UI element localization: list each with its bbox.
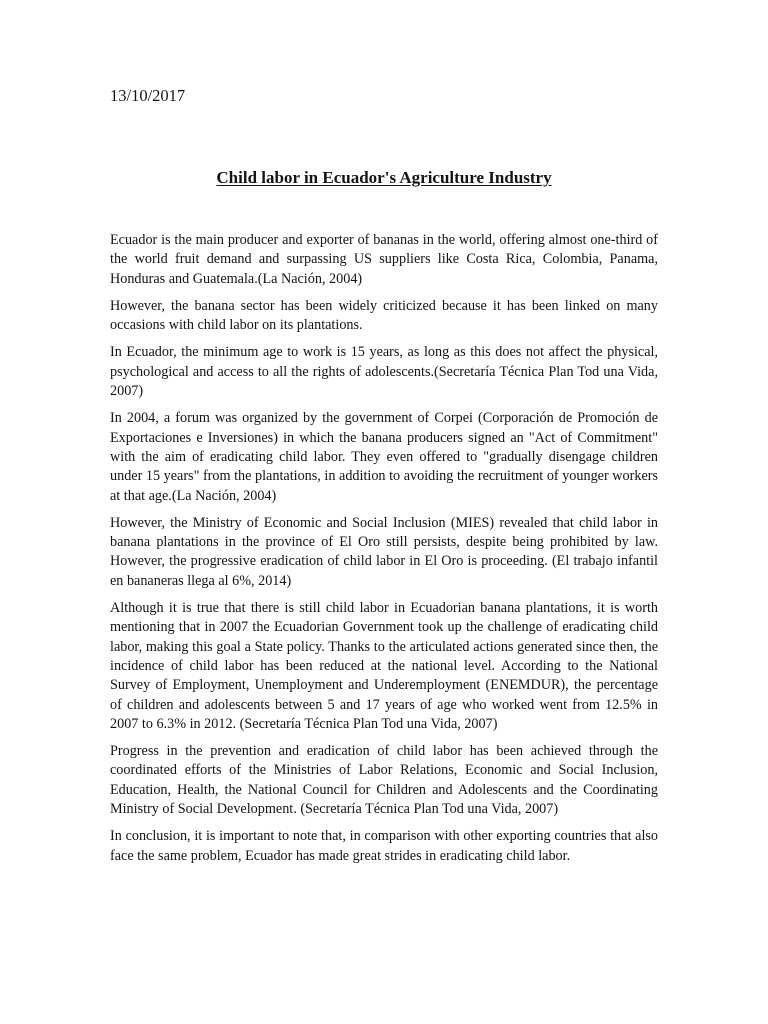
paragraph-minimum-age: In Ecuador, the minimum age to work is 15 years, as long as this does not affect the physical, psychological and access to all the rights of adolescents.(Secretaría Técnica Plan Tod una Vida, 2007) [110,344,658,400]
document-body [110,231,658,874]
paragraph-state-policy: Although it is true that there is still child labor in Ecuadorian banana plantations, it is worth mentioning that in 2007 the Ecuadorian Government took up the challenge of eradicating child labor, making this goal a State policy. Thanks to the articulated actions generated since then, the incidence of child labor has been reduced at the national level. According to the National Survey of Employment, Unemployment and Underemployment (ENEMDUR), the percentage of children and adolescents between 5 and 17 years of age who worked went from 12.5% in 2007 to 6.3% in 2012. (Secretaría Técnica Plan Tod una Vida, 2007) [110,600,658,732]
document-date: 13/10/2017 [110,86,186,105]
paragraph-criticism: However, the banana sector has been widely criticized because it has been linked on many occasions with child labor on its plantations. [110,297,658,334]
paragraph-progress: Progress in the prevention and eradication of child labor has been achieved through the coordinated efforts of the Ministries of Labor Relations, Economic and Social Inclusion, Education, Health, the National Council for Children and Adolescents and the Coordinating Ministry of Social Development. (Secretaría Técnica Plan Tod una Vida, 2007) [110,743,658,818]
document-title-text: Child labor in Ecuador's Agriculture Industry [216,168,552,187]
document-title [0,167,768,189]
paragraph-conclusion: In conclusion, it is important to note that, in comparison with other exporting countries that also face the same problem, Ecuador has made great strides in eradicating child labor. [110,828,658,864]
paragraph-corpei-forum: In 2004, a forum was organized by the government of Corpei (Corporación de Promoción de Exportaciones e Inversiones) in which the banana producers signed an "Act of Commitment" with the aim of eradicating child labor. They even offered to "gradually disengage children under 15 years" from the plantations, in addition to avoiding the recruitment of younger workers at that age.(La Nación, 2004) [110,410,658,504]
paragraph-intro: Ecuador is the main producer and exporter of bananas in the world, offering almost one-third of the world fruit demand and surpassing US suppliers like Costa Rica, Colombia, Panama, Honduras and Guatemala.(La Nación, 2004) [110,232,658,287]
paragraph-mies: However, the Ministry of Economic and Social Inclusion (MIES) revealed that child labor in banana plantations in the province of El Oro still persists, despite being prohibited by law. However, the progressive eradication of child labor in El Oro is proceeding. (El trabajo infantil en bananeras llega al 6%, 2014) [110,514,658,589]
